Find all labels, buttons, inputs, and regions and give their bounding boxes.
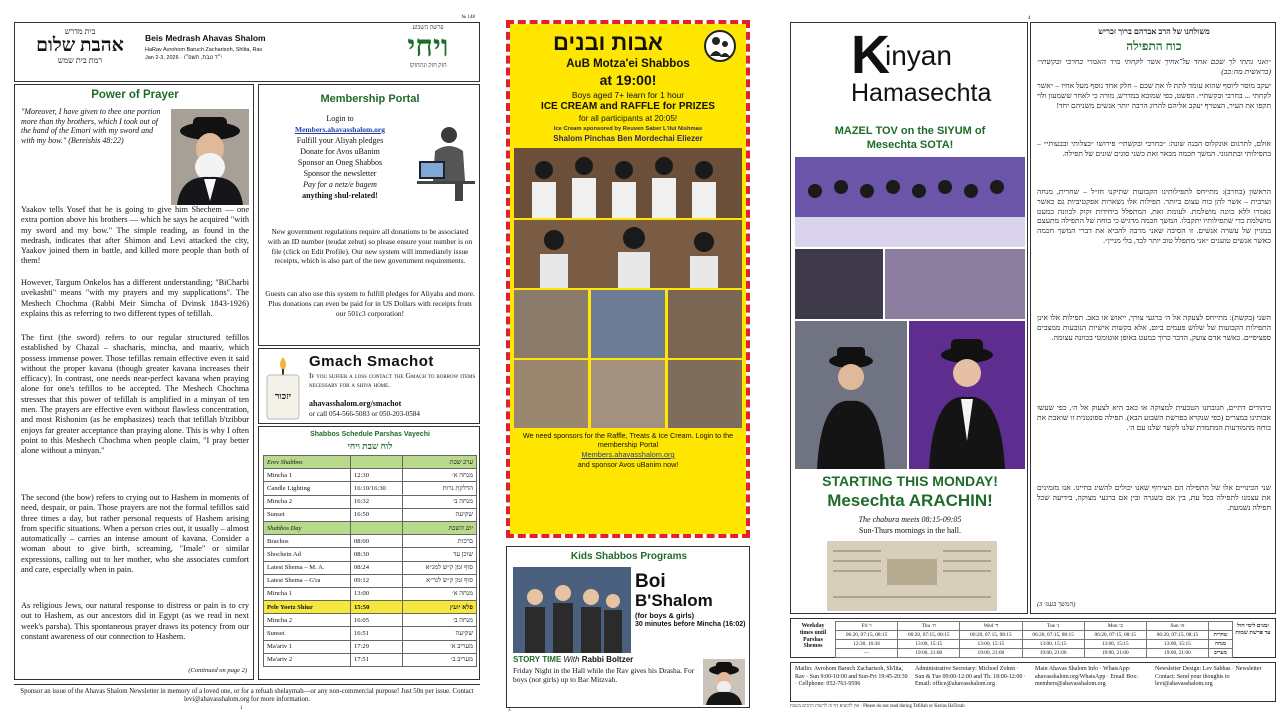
weekday-row: — 19:00, 21:00 19:00, 21:00 19:00, 21:00 19:00, 21:00 19:00, 21:00 מעריב — [836, 649, 1233, 658]
story-time-label: STORY TIME — [513, 655, 562, 664]
parsha-sub: חזק חזק ונתחזק! — [409, 63, 447, 69]
rabbi-portrait-icon — [703, 659, 745, 705]
boi-time: 30 minutes before Mincha (16:02) — [635, 621, 746, 628]
starting-monday: STARTING THIS MONDAY! — [822, 473, 998, 489]
article-paragraph-hebrew: אולם, לתרגום אונקלוס הבנה שונה: ״בחרבי ובקשתי״ פירושו ״בצלותי ובבעותי״ – בתפילותי ובתחנוני. המשך חכמה מבאר זאת כשני סוגים שונים של תפילה. — [1037, 139, 1271, 158]
issue-number: № 148 — [461, 15, 475, 20]
schedule-title-hebrew: לוח שבת ויחי — [347, 441, 393, 451]
rav-portrait-icon — [171, 109, 249, 205]
shabbos-notice: אין להוציא דף זה לרשות הרבים בשבת · Please do not read during Tefillah or Kerias HaTorah — [790, 704, 965, 709]
candle-label: יזכור — [275, 391, 291, 401]
article-title: Power of Prayer — [91, 89, 179, 101]
computer-user-icon — [417, 121, 475, 203]
membership-list — [265, 113, 415, 201]
mazel-tov-line-2: Mesechta SOTA! — [866, 139, 954, 151]
membership-paragraph-2: Guests can also use this system to fulfill pledges for Aliyahs and more. Plus donations can even be paid for in US Dollars with receipts from our 501c3 corporation! — [265, 289, 475, 318]
continued-note-hebrew: (המשך בעמ׳ 3) — [1037, 601, 1076, 608]
gmach-phone: or call 054-566-5083 or 050-203-0584 — [309, 410, 420, 418]
logo-kinyan: inyan — [885, 40, 952, 71]
schedule-row: Latest Shema – M. A. 08:24 סוף זמן ק״ש למג״א — [264, 561, 477, 574]
aub-learn-line: Boys aged 7+ learn for 1 hour — [571, 90, 685, 100]
gmach-box — [258, 348, 480, 424]
contact-block: Newsletter Design: Lev Sabbas · Newsletter Contact: Send your thoughts to levi@ahavasshalom.org — [1155, 666, 1262, 687]
article-paragraph-hebrew: שני הכינויים אלו של התפילה הם הצירוף שאנו יכולים להשיג בחיינו. אנו מזמינים את עצמנו לתפילה בכל עת, בין אם בשגרה ובין אם ברגעי מצוקה, בידיעה שכל תפילה נשמעת. — [1037, 483, 1271, 512]
sponsor-request-2: and sponsor Avos uBanim now! — [577, 460, 679, 469]
membership-portal-box — [258, 84, 480, 346]
computer-user-illustration — [417, 121, 475, 203]
aub-group-photo — [514, 148, 742, 218]
story-with: With — [563, 655, 580, 664]
logo-k: K — [851, 25, 890, 85]
power-of-prayer-column — [14, 84, 254, 680]
section-label: Erev Shabbos — [264, 456, 351, 469]
article-paragraph-3: The first (the sword) refers to our regular structured tefillos established by Chazal – shacharis, mincha, and maariv, which possess immense power. Those tefillas remain effective even it said without the proper kavana (though greater kavana increases their efficacy). In contrast, one needs near-perfect kavana when praying alone for one's tefillos to be accepted. The Meshech Chochma stresses that this power of tefillah is amplified in a minyan of ten men. The prayers are effective even without flawless concentration, and most Rishonim (as he emphasizes) teach that tefillah b'tzibbur enjoys far greater acceptance than praying alone. This is why I often point to this Meshech Chochma when people claim, "I pray better alone without a minyan." — [21, 333, 249, 456]
membership-line: Fulfill your Aliyah pledges — [296, 136, 384, 145]
kids-programs-title: Kids Shabbos Programs — [570, 551, 688, 562]
boi-audience: (for boys & girls) — [635, 611, 695, 620]
rav-line: HaRav Avrohom Baruch Zacharisoh, Shlita, Rav — [145, 47, 263, 53]
contact-block: Mailto: Avrohom Baruch Zacharisoh, Sh'lita, Rav · Sun 9:00-10:00 and Sun-Fri 19:45-20:30 · Cellphone: 052-763-9596 — [795, 666, 908, 687]
sponsor-footer: Sponsor an issue of the Ahavas Shalom Newsletter in memory of a loved one, or for a refuah shelaymah—or any non-commercial purpose! Just 50n per issue. Contact levi@ahavasshalom.org for more information. — [14, 684, 480, 704]
weekday-times-title-hebrew: זמנים לימי חול עד פרשת שמות — [1235, 623, 1271, 636]
kids-group-icon — [513, 567, 631, 653]
sponsor-line-2: Shalom Pinchas Ben Mordechai Eliezer — [553, 134, 703, 143]
schedule-row: Mincha 2 16:32 מנחה ב׳ — [264, 495, 477, 508]
kid-photo — [668, 360, 742, 428]
mesechta-arachin: Mesechta ARACHIN! — [827, 491, 993, 510]
section-label: Shabbos Day — [264, 521, 351, 534]
article-header-hebrew: משולחנו של הרב אברהם ברוך זכריש — [1098, 27, 1210, 36]
parsha-label: פרשת השבוע — [412, 25, 444, 31]
gemara-page-icon — [827, 541, 997, 611]
gmach-title: Gmach Smachot — [309, 353, 434, 370]
mazel-tov-line-1: MAZEL TOV on the SIYUM of — [834, 125, 986, 137]
schedule-row: Ma'ariv 2 17:51 מעריב ב׳ — [264, 653, 477, 666]
schedule-row: Shochein Ad 08:30 שוכן עד — [264, 548, 477, 561]
article-paragraph-hebrew: הראשון (בחרב): מתייחס לתפילותינו הקבועות שתיקנו חז״ל – שחרית, מנחה וערבית – אשר להן כוח עצום ביותר. תפילות אלו נשארות אפקטיביות גם כאשר נאמרו ללא כוונה מושלמת. לעומת זאת, המתפלל ביחידות זקוק לכוונה כמעט מושלמת כדי שתפילותיו יתקבלו. המשך חכמה מדגיש כי כוחה של התפילה מתעצם במניין של עשרה אנשים. זו הסיבה שאני מרבה להביא את דברי המשך חכמה כאשר אנשים טוענים ״אני מתפלל טוב יותר לבד, בלי מניין״. — [1037, 187, 1271, 245]
kid-photo — [591, 360, 665, 428]
contact-block: Administrative Secretary: Michoel Zohen · Sun & Tue 09:00-12:00 and Th. 18:00-12:00 · Email: office@ahavasshalom.org — [915, 666, 1026, 687]
org-name: Beis Medrash Ahavas Shalom — [145, 33, 266, 43]
article-title-hebrew: כוח התפילה — [1126, 39, 1182, 53]
aub-prize-line: ICE CREAM and RAFFLE for PRIZES — [541, 101, 715, 112]
membership-line: Donate for Avos uBanim — [300, 147, 380, 156]
article-quote-hebrew: ״ואני נתתי לך שכם אחד על־אחיך אשר לקחתי מיד האמרי בחרבי ובקשתי״ (בראשית מח:כב) — [1037, 57, 1271, 76]
weekday-row: 12:30, 16:36 13:00, 15:15 13:00, 15:15 13:00, 15:15 13:00, 15:15 13:00, 15:15 מנחה — [836, 640, 1233, 649]
article-paragraph-1: Yaakov tells Yosef that he is going to give him Shechem — one extra portion above his brothers — which he says he acquired "with my sword and my bow." The simple reading, as found in the medrash, indicates that after Shimon and Levi attacked the city, Yaakov joined them in battle, and killed more people than both of them! — [21, 205, 249, 266]
parsha-block — [383, 25, 473, 69]
logo-hamasechta: Hamasechta — [851, 79, 992, 107]
members-portal-link[interactable]: Members.ahavasshalom.org — [295, 125, 385, 134]
aub-learning-photo — [514, 220, 742, 288]
kid-photo — [514, 290, 588, 358]
membership-paragraph-1: New government regulations require all donations to be associated with an ID number (teudat zehut) so please ensure your number is on file (click on Edit Profile). Our new system will immediately issue receipts, which is also part of the new government requirements. — [267, 227, 473, 266]
section-label-hebrew: ערב שבת — [403, 456, 477, 469]
gmach-link[interactable]: ahavasshalom.org/smachot — [309, 399, 402, 408]
kids-programs-box — [506, 546, 750, 708]
logo-line-3: רמת בית שמש — [57, 56, 103, 65]
kid-photo — [668, 290, 742, 358]
schedule-row: Mincha 1 12:30 מנחה א׳ — [264, 469, 477, 482]
article-paragraph-2: However, Targum Onkelos has a different understanding; "BiCharbi uvekashti" means "with my prayers and my supplications". The Meshech Chochma (Rabbi Meir Simcha of Dvinsk 1843-1926) explains this as referring to two different types of tefillah. — [21, 278, 249, 318]
story-rabbi: Rabbi Boltzer — [581, 655, 634, 664]
schedule-row: Ma'ariv 1 17:29 מעריב א׳ — [264, 640, 477, 653]
story-time-text: Friday Night in the Hall while the Rav gives his Drasha. For boys (not girls) up to Bar Mitzvah. — [513, 666, 695, 684]
issue-date: Jan 2-3, 2026 · י״ד טבת, תשפ״ו — [145, 55, 223, 61]
parsha-name: ויחי — [407, 30, 449, 63]
masthead — [14, 15, 480, 82]
membership-line: Sponsor an Oneg Shabbos — [297, 158, 383, 167]
newsletter-page-1 — [14, 14, 480, 714]
rabbi-portrait — [703, 659, 745, 705]
page-number: 1 — [240, 706, 243, 711]
weekday-times-title: Weekday times until Parshas Shemos — [799, 623, 827, 650]
membership-line: Sponsor the newsletter — [303, 169, 377, 178]
kid-photo — [514, 360, 588, 428]
siyum-speaker-photo — [795, 321, 907, 469]
schedule-row: Mincha 1 13:00 מנחה א׳ — [264, 587, 477, 600]
contacts-box — [790, 662, 1276, 702]
article-quote: "Moreover, I have given to thee one portion more than thy brothers, which I took out of the hand of the Emori with my sword and with my bow." (Bereishis 48:22) — [21, 107, 161, 145]
father-son-icon — [706, 32, 734, 60]
shabbos-schedule-box — [258, 426, 480, 680]
sponsor-portal-link[interactable]: Members.ahavasshalom.org — [581, 450, 675, 459]
continued-note: (Continued on page 2) — [188, 667, 247, 674]
schedule-row: Brachos 08:00 ברכות — [264, 535, 477, 548]
shabbos-schedule-table — [263, 455, 477, 667]
siyum-photo — [885, 249, 1025, 319]
learning-photo-icon — [514, 220, 742, 288]
gemara-page-image — [827, 541, 997, 611]
membership-line: Pay for a netz/e bagem — [303, 180, 377, 189]
rav-portrait — [171, 109, 249, 205]
article-paragraph-4: The second (the bow) refers to crying out to Hashem in moments of need, despair, or pain. Those prayers are not the formal tefillos said three times a day, but rather personal requests of Hashem arising from specific situations. When a person cries out, it usually – almost automatically – carries an intense amount of kavana. Consider a woman about to give birth, screaming, "Imale" or similar expressions, calling out to her mother, who she associates comfort and care, especially when in pain. — [21, 493, 249, 575]
avos-ubanim-title: אבות ובנים — [553, 30, 663, 55]
kinyan-hamasechta-logo — [851, 25, 1021, 121]
avos-ubanim-flyer — [506, 20, 750, 538]
logo-line-2: אהבת שלום — [36, 35, 124, 56]
logo-line-1: בית מדרש — [64, 27, 96, 36]
schedule-row: Latest Shema – G'ra 09:12 סוף זמן ק״ש לגר״א — [264, 574, 477, 587]
schedule-row: Candle Lighting 16:10/16:30 הדלקת נרות — [264, 482, 477, 495]
membership-title: Membership Portal — [320, 93, 420, 105]
weekday-times-box — [790, 618, 1276, 658]
sponsor-line-1: Ice Cream sponsored by Reuven Saber L'ilui Nishmas — [553, 126, 703, 132]
login-to-label: Login to — [326, 114, 354, 123]
aub-time-line-2: at 19:00! — [599, 72, 657, 88]
schedule-row: Mincha 2 16:05 מנחה ב׳ — [264, 614, 477, 627]
kids-boi-bshalom-photo — [513, 567, 631, 653]
yahrzeit-candle-icon — [263, 355, 303, 421]
article-paragraph-hebrew: כיהודים דתיים, תגובתנו הטבעית למצוקה או כאב היא לצעוק אל ה׳, כפי שעשו אבותינו במצרים (כפי שנקרא בפרשת השבוע הבא). תפילה ספונטנית זו שואבת את כוחה מהמודעות המתמדת שלנו לקשר שלנו עם ה׳. — [1037, 403, 1271, 432]
contact-block: Main Ahavas Shalom Info · WhatsApp: ahavasshalom.org/WhatsApp · Email Box: members@ahavasshalom.org — [1035, 666, 1138, 687]
aub-time-line-1: AuB Motza'ei Shabbos — [566, 58, 690, 70]
schedule-row-highlighted: Pele Yoetz Shiur 15:50 פלא יועץ — [264, 601, 477, 614]
hebrew-article-box — [1030, 22, 1276, 614]
kinyan-hamasechta-box — [790, 22, 1028, 614]
rav-photo-icon — [909, 321, 1025, 469]
siyum-photo — [795, 249, 883, 319]
siyum-rav-photo — [909, 321, 1025, 469]
page-number: 4 — [1028, 16, 1031, 21]
weekday-row: 06:20, 07:15, 08:15 06:20, 07:15, 08:15 06:20, 07:15, 08:15 06:20, 07:15, 08:15 06:20, 07:15, 08:15 06:20, 07:15, 08:15 שחרית — [836, 631, 1233, 640]
group-photo-icon — [514, 148, 742, 218]
article-paragraph-5: As religious Jews, our natural response to distress or pain is to cry out to Hashem, as our ancestors did in Egypt (as we read in next week's parsha). This spontaneous prayer draws its potency from our constant awareness of our connection to Hashem. — [21, 601, 249, 641]
newsletter-page-3 — [506, 14, 750, 714]
siyum-group-photo — [795, 157, 1025, 247]
schedule-title: Shabbos Schedule Parshas Vayechi — [310, 431, 430, 438]
chabura-time: The chabura meets 08:15-09:05 — [858, 515, 962, 524]
aub-participants-line: for all participants at 20:05! — [578, 114, 678, 123]
section-label-hebrew: יום השבת — [403, 521, 477, 534]
gmach-text: If you suffer a loss contact the Gmach to borrow items necessary for a shiva home. — [309, 371, 476, 389]
membership-line: anything shul-related! — [302, 191, 378, 200]
page-number: 3 — [508, 708, 511, 713]
shul-logo — [21, 27, 139, 65]
chabura-days: Sun-Thurs mornings in the hall. — [859, 526, 961, 535]
kid-photo — [591, 290, 665, 358]
siyum-photo-icon — [795, 157, 1025, 247]
schedule-row: Sunset 16:50 שקיעה — [264, 508, 477, 521]
yahrzeit-candle-illustration — [263, 355, 303, 421]
sponsor-request: We need sponsors for the Raffle, Treats & Ice Cream. Login to the membership Portal — [522, 431, 734, 449]
boi-label: Boi — [635, 571, 666, 592]
newsletter-page-4 — [790, 14, 1276, 714]
schedule-row: Sunset 16:51 שקיעה — [264, 627, 477, 640]
article-paragraph-hebrew: יעקב מוסר ליוסף שהוא עומד לתת לו את שכם – חלק אחד נוסף מעל אחיו – ״אשר לקחתי ... בחרבי ובקשתי״. הפשט, כפי שמובא במדרש, מורה כי לאחר ששמעון ולוי תקפו את העיר, הצטרף יעקב אליהם להרוג הרבה יותר אנשים משניהם יחד! — [1037, 81, 1271, 110]
speaker-photo-icon — [795, 321, 907, 469]
article-paragraph-hebrew: השני (בקשת): מתייחס לצעקה אל ה׳ ברגעי צורך, ייאוש או כאב. תפילות אלו אינן התפילות הקבועות של שלוש פעמים ביום, אלא בקשות אישיות הנובעות ממצבים ספציפיים. כאשר אדם צועק, הדבר כרוך כמעט באופן אוטומטי בכוונה עצומה. — [1037, 313, 1271, 342]
bshalom-label: B'Shalom — [635, 591, 713, 610]
weekday-times-table: Fri ו׳ Thu ה׳ Wed ד׳ Tue ג׳ Mon ב׳ Sun א׳ 06:20, 07:15, 08:15 06:20, 07:15, 08:15 06:20, 07:15, 08:15 06:20, 07:15, 08:15 06:20, 07:15, 08:15 06:20, 07:15, 08:15 שחרית 12:30, 16:36 13:00, 15:15 13:00, 15:15 13:00, 15:15 13:00, 15:15 13:00, 15:15 מנחה — 19:00, 21:00 19:00, 21:00 19:00, 21:00 19:00, 21:00 19:00, 21:00 מעריב — [835, 621, 1233, 658]
